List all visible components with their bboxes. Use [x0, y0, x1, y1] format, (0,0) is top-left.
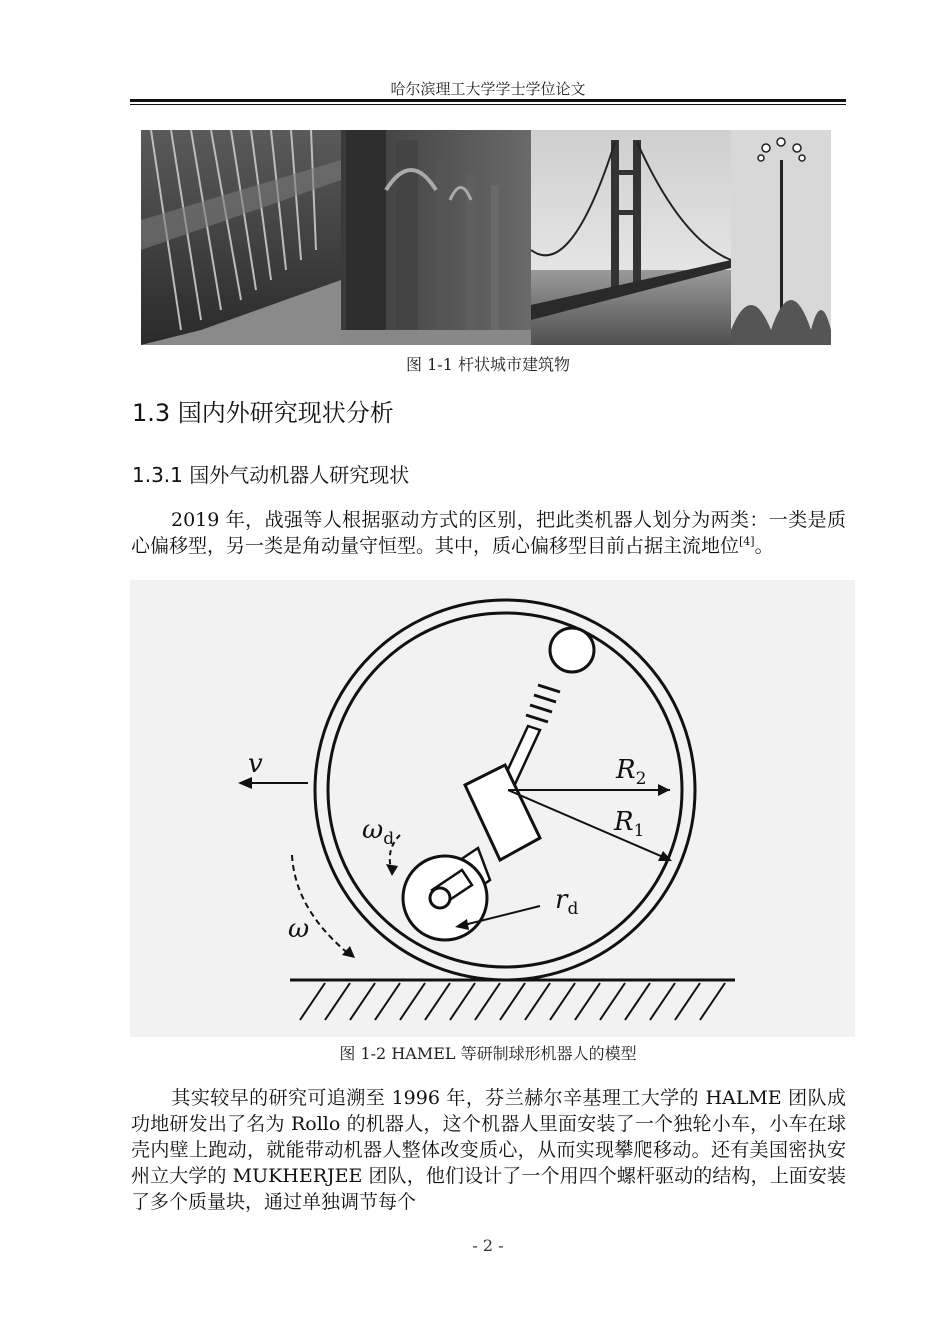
suspension-bridge-photo [531, 130, 731, 345]
section-heading: 1.3 国内外研究现状分析 [132, 399, 394, 427]
page-number: - 2 - [472, 1236, 504, 1255]
label-r2: $R_2$ [616, 755, 647, 789]
stadium-photo [141, 130, 341, 345]
figure-1-1-caption: 图 1-1 杆状城市建筑物 [406, 355, 570, 374]
running-header: 哈尔滨理工大学学士学位论文 [390, 80, 586, 98]
label-v: v [248, 749, 263, 779]
figure-1-2-diagram [130, 580, 855, 1037]
subsection-heading: 1.3.1 国外气动机器人研究现状 [132, 463, 410, 487]
header-rule-thin [130, 104, 846, 105]
paragraph-2: 其实较早的研究可追溯至 1996 年，芬兰赫尔辛基理工大学的 HALME 团队成功地研发出了名为 Rollo 的机器人，这个机器人里面安装了一个独轮小车，小车在球壳内壁上跑动，就能带动机器人整体改变质心，从而实现攀爬移动。还有美国密执安州立大学的 MUKHERJEE 团队，他们设计了一个用四个螺杆驱动的结构，上面安装了多个质量块，通过单独调节每个 [131, 1087, 846, 1213]
label-r1: $R_1$ [614, 807, 645, 841]
figure-1-2-caption: 图 1-2 HAMEL 等研制球形机器人的模型 [339, 1044, 637, 1063]
paragraph-1: 2019 年，战强等人根据驱动方式的区别，把此类机器人划分为两类：一类是质心偏移型，另一类是角动量守恒型。其中，质心偏移型目前占据主流地位[4]。 [131, 509, 846, 557]
lamp-post-photo [731, 130, 831, 345]
figure-1-1-photos [141, 130, 831, 345]
label-rd: $r_d$ [555, 885, 579, 919]
label-omega: ω [288, 914, 310, 944]
citation-ref: [4] [739, 535, 755, 548]
colonnade-photo [341, 130, 531, 345]
header-rule-thick [130, 99, 846, 102]
label-omega-d: $\omega_d$ [362, 815, 395, 849]
